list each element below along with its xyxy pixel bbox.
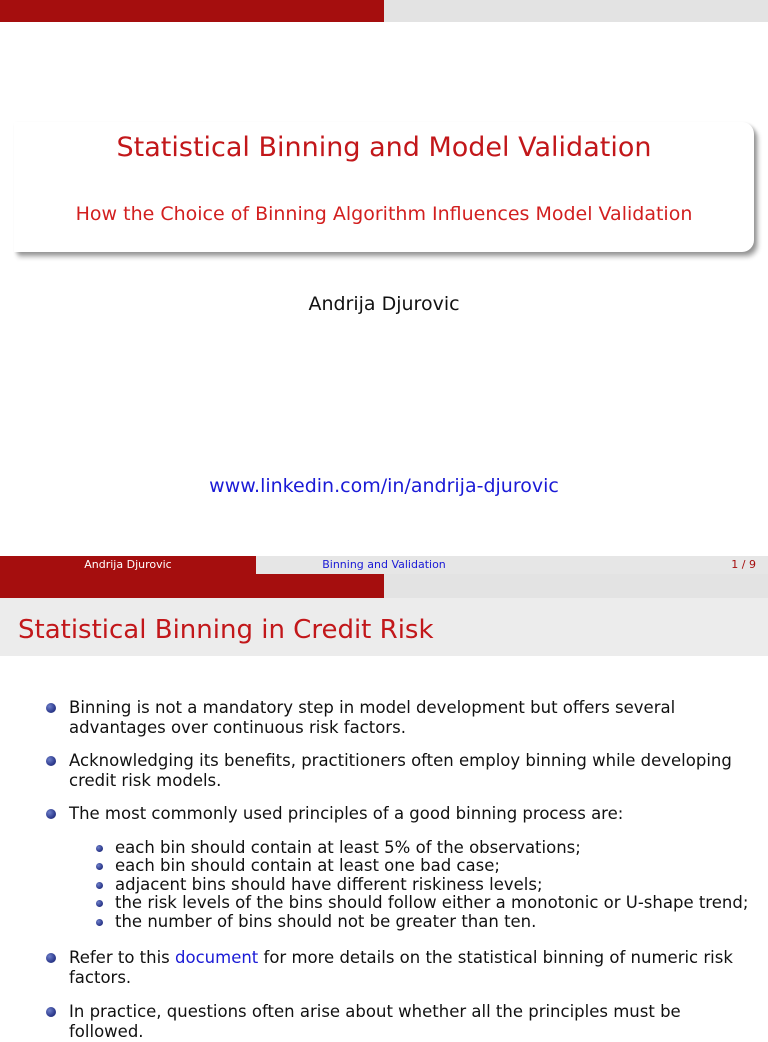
frame-title: Statistical Binning in Credit Risk: [18, 615, 434, 645]
refer-prefix: Refer to this: [69, 948, 176, 967]
document-link[interactable]: document: [175, 948, 259, 967]
sub-bullet-text: adjacent bins should have different riskiness levels;: [115, 875, 543, 894]
sub-bullet-icon: [96, 882, 103, 889]
refer-suffix: for more details on the statistical binning of numeric risk factors.: [69, 948, 733, 987]
bullet-text: [69, 948, 759, 988]
linkedin-link[interactable]: www.linkedin.com/in/andrija-djurovic: [209, 475, 559, 497]
sub-bullet-text: the number of bins should not be greater than ten.: [115, 912, 537, 931]
header-bar-2-grey: [384, 574, 768, 598]
footer-author: Andrija Djurovic: [0, 556, 256, 574]
author-name: Andrija Djurovic: [308, 293, 460, 315]
presentation-subtitle: How the Choice of Binning Algorithm Influences Model Validation: [75, 203, 693, 225]
bullet-text: In practice, questions often arise about whether all the principles must be followed.: [69, 1002, 681, 1041]
sub-bullet-text: each bin should contain at least 5% of the observations;: [115, 838, 581, 857]
footer-short-title[interactable]: Binning and Validation: [256, 556, 512, 574]
footer-bar: [0, 556, 768, 574]
presentation-title: Statistical Binning and Model Validation: [116, 132, 652, 163]
sub-bullet-icon: [96, 845, 103, 852]
sub-bullet-text: each bin should contain at least one bad case;: [115, 856, 500, 875]
header-bar-grey: [384, 0, 768, 22]
sub-bullet-text: the risk levels of the bins should follow either a monotonic or U-shape trend;: [115, 893, 749, 912]
bullet-icon: [46, 1007, 56, 1017]
sub-bullet-icon: [96, 863, 103, 870]
bullet-text: Acknowledging its benefits, practitioners often employ binning while developing credit risk models.: [69, 751, 732, 790]
sub-bullet-icon: [96, 919, 103, 926]
bullet-icon: [46, 756, 56, 766]
header-bar-2: [0, 574, 768, 598]
header-bar-red: [0, 0, 384, 22]
bullet-text: The most commonly used principles of a good binning process are:: [69, 804, 624, 823]
footer-page-number: [512, 556, 768, 574]
bullet-icon: [46, 953, 56, 963]
bullet-icon: [46, 809, 56, 819]
sub-bullet-icon: [96, 900, 103, 907]
bullet-text: Binning is not a mandatory step in model development but offers several advantages over continuous risk factors.: [69, 698, 676, 737]
header-bar: [0, 0, 768, 22]
page-number-text: 1 / 9: [731, 558, 756, 571]
header-bar-2-red: [0, 574, 384, 598]
bullet-icon: [46, 703, 56, 713]
